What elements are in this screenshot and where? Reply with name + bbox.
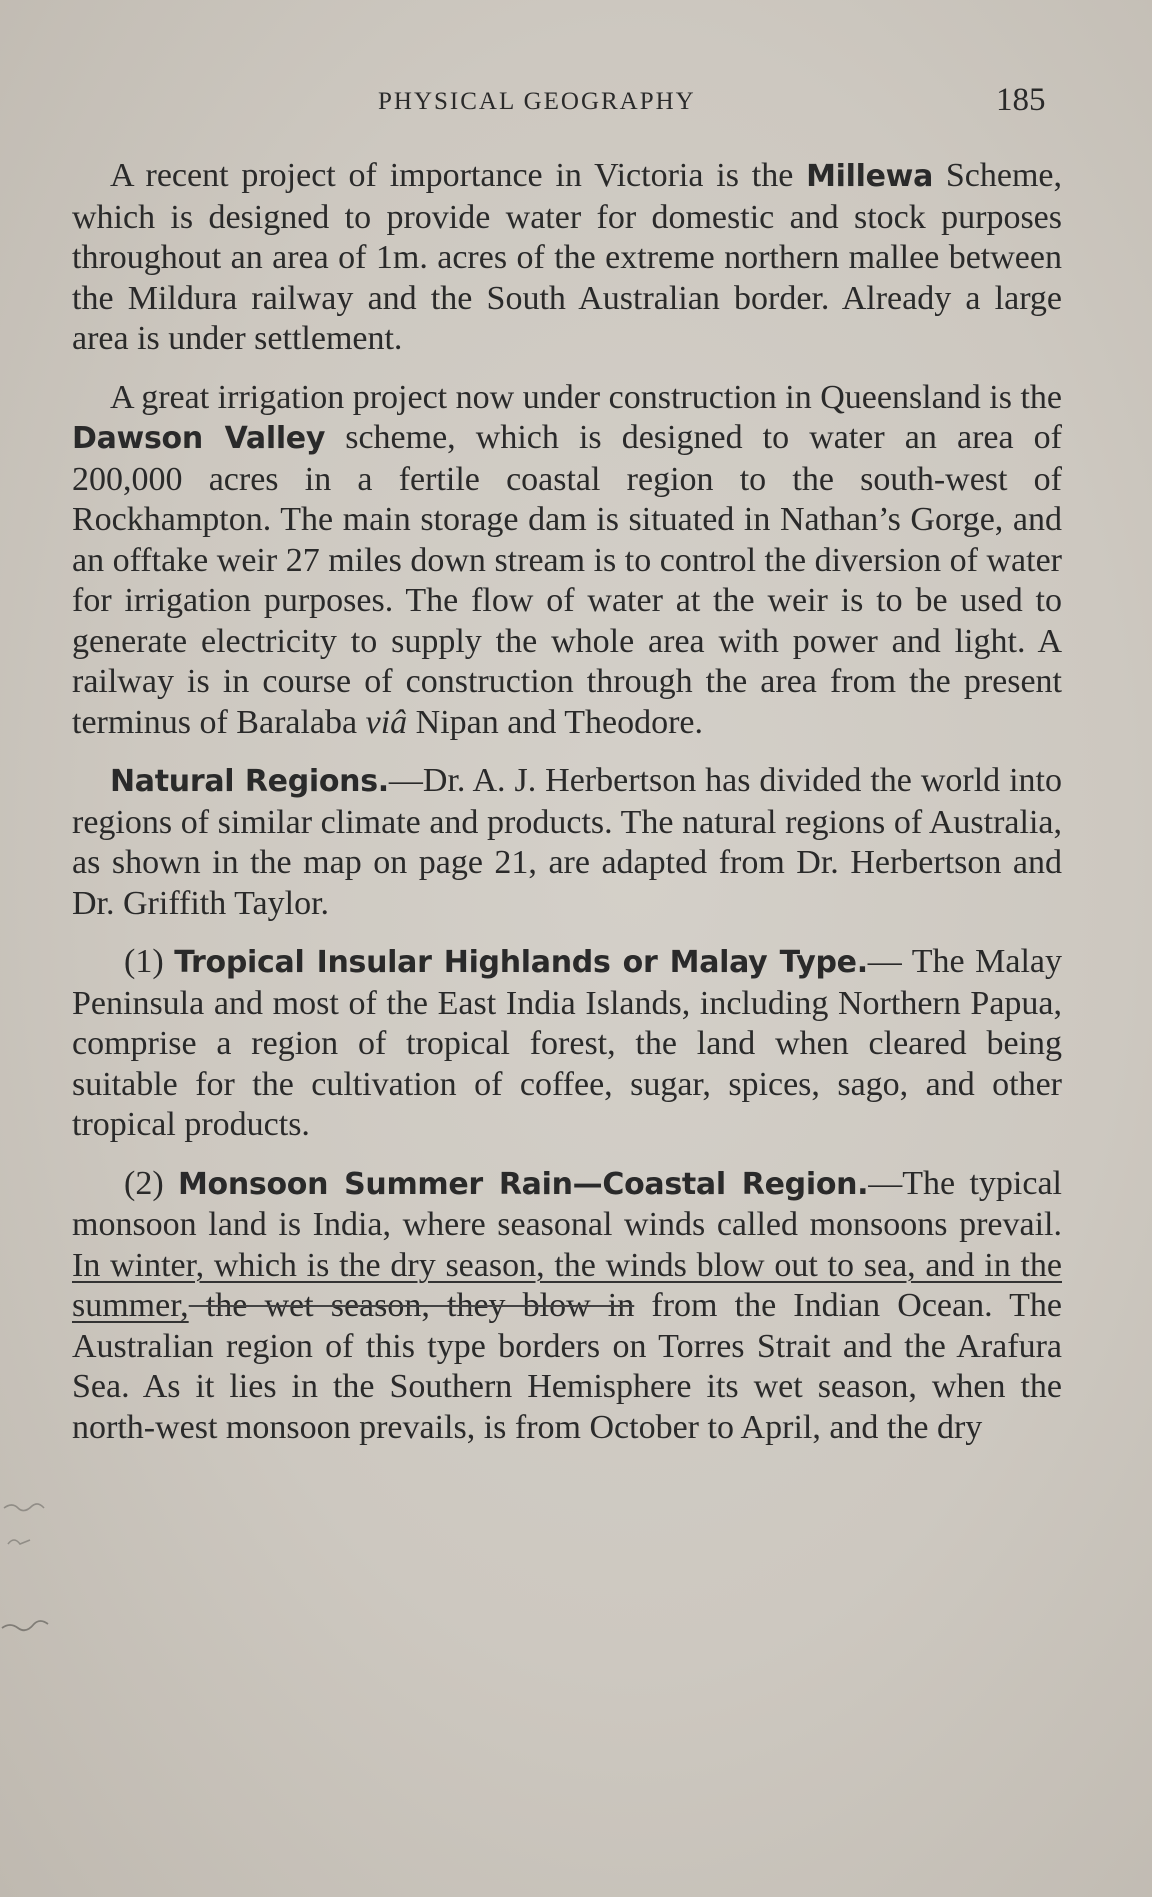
tropical-rest: — The Malay Peninsula and most of the East India Islands, including Northern Papua, comprise a region of tropical forest, the land when cleared being suitable for the cultivation of coffee, sugar, spices, sago, and other tropical products. — [72, 943, 1062, 1143]
paragraph-monsoon — [72, 1164, 1062, 1449]
tropical-number: (1) — [124, 943, 175, 980]
page-number: 185 — [996, 82, 1046, 118]
monsoon-number: (2) — [124, 1164, 178, 1202]
millewa-term: Millewa — [806, 159, 934, 194]
natural-regions-rest: —Dr. A. J. Herbertson has divided the world into regions of similar climate and products. The natural regions of Australia, as shown in the map on page 21, are adapted from Dr. Herbertson and Dr. Griffith Taylor. — [72, 762, 1062, 922]
dawson-intro: A great irrigation project now under construction in Queensland is the — [110, 378, 1062, 416]
millewa-intro: A recent project of importance in Victoria is the — [110, 157, 807, 194]
dawson-end: Nipan and Theodore. — [407, 703, 704, 741]
margin-pencil-marks — [0, 1500, 100, 1700]
natural-regions-heading: Natural Regions. — [110, 764, 389, 799]
monsoon-heading: Monsoon Summer Rain—Coastal Region. — [177, 1166, 869, 1202]
paragraph-dawson — [72, 378, 1062, 744]
body-text — [72, 156, 1062, 1466]
tropical-heading: Tropical Insular Highlands or Malay Type. — [174, 945, 868, 980]
running-title: PHYSICAL GEOGRAPHY — [378, 88, 696, 115]
running-head — [0, 82, 1152, 122]
paragraph-natural-regions — [72, 761, 1062, 924]
dawson-rest: scheme, which is designed to water an area of 200,000 acres in a fertile coastal region to the south-west of Rockhampton. The main storage dam is situated in Nathan’s Gorge, and an offtake weir 27 miles down stream is to control the diversion of water for irrigation purposes. The flow of water at the weir is to be used to generate electricity to supply the whole area with power and light. A railway is in course of construction through the area from the present terminus of Baralaba — [72, 419, 1062, 741]
paragraph-tropical — [72, 942, 1062, 1146]
monsoon-intro: —The typical monsoon land is India, where seasonal winds called monsoons prevail. — [72, 1164, 1062, 1243]
dawson-via: viâ — [365, 703, 408, 741]
paragraph-millewa — [72, 156, 1062, 360]
monsoon-struck-passage: the wet season, they blow in — [188, 1287, 635, 1324]
monsoon-rest: from the Indian Ocean. The Australian region of this type borders on Torres Strait and the Arafura Sea. As it lies in the Southern Hemisphere its wet season, when the north-west monsoon prevails, is from October to April, and the dry — [72, 1287, 1062, 1446]
millewa-rest: Scheme, which is designed to provide water for domestic and stock purposes throughout an area of 1m. acres of the extreme northern mallee between the Mildura railway and the South Australian border. Already a large area is under settlement. — [72, 157, 1062, 357]
monsoon-underlined-passage: In winter, which is the dry season, the winds blow out to sea, and in the summer, — [72, 1246, 1062, 1324]
pencil-scribble-icon — [0, 1500, 100, 1700]
dawson-term: Dawson Valley — [72, 421, 326, 456]
